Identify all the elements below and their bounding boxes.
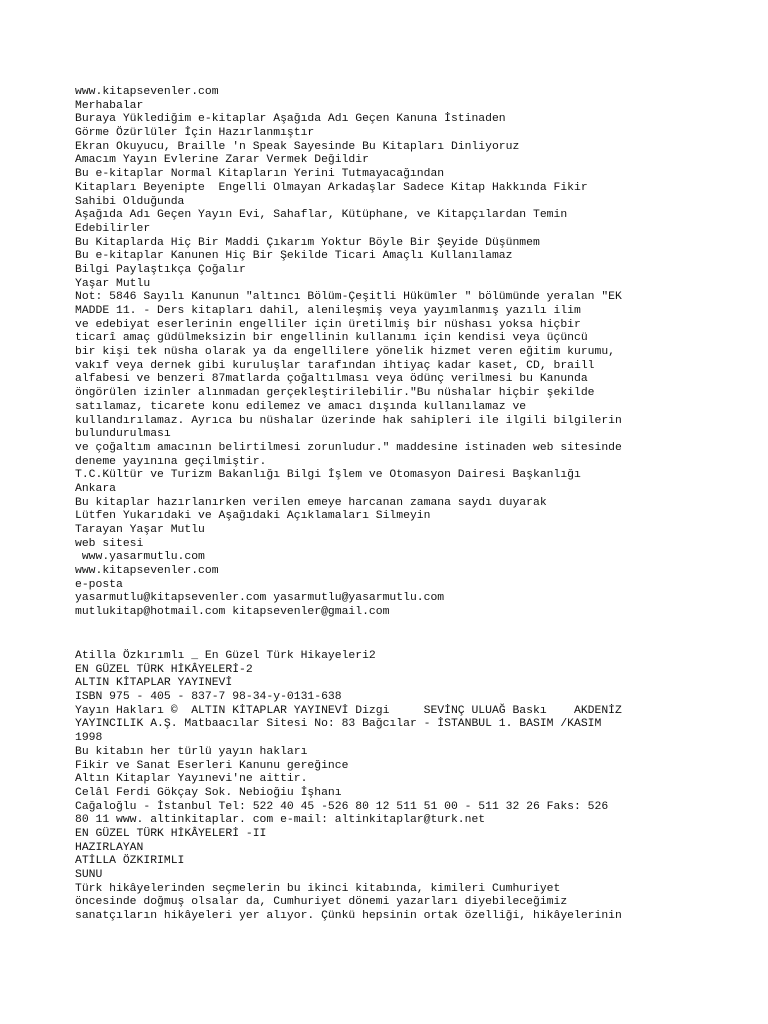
intro-notice-line: vakıf veya dernek gibi kuruluşlar tarafından ihtiyaç kadar kaset, CD, braill: [75, 359, 595, 372]
intro-notice-line: Edebilirler: [75, 222, 151, 235]
intro-notice-line: ve edebiyat eserlerinin engelliler için üretilmiş bir nüshası yoksa hiçbir: [75, 318, 581, 331]
book-front-matter-section: [75, 650, 705, 924]
front-matter-line: sanatçıların hikâyeleri yer alıyor. Çünkü hepsinin ortak özelliği, hikâyelerinin: [75, 910, 622, 923]
front-matter-line: SUNU: [75, 869, 103, 881]
intro-notice-line: ticarî amaç güdülmeksizin bir engellinin kullanımı için kendisi veya üçüncü: [75, 332, 588, 345]
intro-notice-line: Görme Özürlüler İçin Hazırlanmıştır: [75, 127, 315, 140]
front-matter-line: 1998: [75, 732, 103, 745]
intro-notice-line: alfabesi ve benzeri 87matlarda çoğaltılması veya ödünç verilmesi bu Kanunda: [75, 373, 588, 386]
front-matter-line: ALTIN KİTAPLAR YAYINEVİ: [75, 677, 233, 690]
front-matter-line: HAZIRLAYAN: [75, 841, 144, 854]
intro-notice-line: mutlukitap@hotmail.com kitapsevenler@gmail.com: [75, 606, 390, 619]
intro-notice-line: www.yasarmutlu.com: [75, 551, 205, 564]
intro-notice-line: Tarayan Yaşar Mutlu: [75, 524, 205, 536]
front-matter-line: Türk hikâyelerinden seçmelerin bu ikinci kitabında, kimileri Cumhuriyet: [75, 882, 561, 895]
intro-notice-line: bir kişi tek nüsha olarak ya da engellilere yönelik hizmet veren eğitim kurumu,: [75, 346, 616, 359]
intro-notice-line: MADDE 11. - Ders kitapları dahil, alenileşmiş veya yayımlanmış yazılı ilim: [75, 305, 581, 317]
intro-notice-line: deneme yayınına geçilmiştir.: [75, 455, 267, 468]
intro-notice-line: Lütfen Yukarıdaki ve Aşağıdaki Açıklamaları Silmeyin: [75, 510, 431, 523]
intro-notice-line: bulundurulması: [75, 428, 171, 441]
front-matter-line: Yayın Hakları © ALTIN KİTAPLAR YAYINEVİ Dizgi SEVİNÇ ULUAĞ Baskı AKDENİZ: [75, 704, 622, 717]
intro-notice-line: Merhabalar: [75, 99, 144, 112]
intro-notice-line: T.C.Kültür ve Turizm Bakanlığı Bilgi İşlem ve Otomasyon Dairesi Başkanlığı: [75, 469, 581, 482]
intro-notice-line: Kitapları Beyenipte Engelli Olmayan Arkadaşlar Sadece Kitap Hakkında Fikir: [75, 181, 588, 194]
intro-notice-line: Bu e-kitaplar Normal Kitapların Yerini Tutmayacağından: [75, 168, 445, 181]
intro-notice-line: e-posta: [75, 578, 123, 591]
intro-notice-line: satılamaz, ticarete konu edilemez ve amacı dışında kullanılamaz ve: [75, 400, 527, 413]
intro-notice-line: Bilgi Paylaştıkça Çoğalır: [75, 263, 246, 276]
front-matter-line: Altın Kitaplar Yayınevi'ne aittir.: [75, 773, 308, 786]
front-matter-line: Cağaloğlu - İstanbul Tel: 522 40 45 -526 80 12 511 51 00 - 511 32 26 Faks: 526: [75, 800, 609, 813]
intro-notice-section: [75, 86, 705, 620]
front-matter-line: Fikir ve Sanat Eserleri Kanunu gereğince: [75, 759, 349, 772]
intro-notice-line: Yaşar Mutlu: [75, 277, 151, 290]
intro-notice-line: ve çoğaltım amacının belirtilmesi zorunludur." maddesine istinaden web sitesinde: [75, 441, 622, 454]
intro-notice-line: öngörülen izinler alınmadan gerçekleştirilebilir."Bu nüshalar hiçbir şekilde: [75, 387, 595, 400]
intro-notice-line: kullandırılamaz. Ayrıca bu nüshalar üzerinde hak sahipleri ile ilgili bilgilerin: [75, 414, 622, 427]
intro-notice-line: www.kitapsevenler.com: [75, 86, 219, 98]
front-matter-line: Bu kitabın her türlü yayın hakları: [75, 745, 308, 758]
intro-notice-line: Amacım Yayın Evlerine Zarar Vermek Değildir: [75, 154, 369, 167]
front-matter-line: EN GÜZEL TÜRK HİKÂYELERİ-2: [75, 663, 253, 676]
intro-notice-line: Bu Kitaplarda Hiç Bir Maddi Çıkarım Yoktur Böyle Bir Şeyide Düşünmem: [75, 236, 540, 249]
intro-notice-line: Bu e-kitaplar Kanunen Hiç Bir Şekilde Ticari Amaçlı Kullanılamaz: [75, 250, 513, 263]
intro-notice-line: yasarmutlu@kitapsevenler.com yasarmutlu@yasarmutlu.com: [75, 592, 445, 605]
front-matter-line: Celâl Ferdi Gökçay Sok. Nebioğiu İşhanı: [75, 786, 342, 799]
intro-notice-line: Bu kitaplar hazırlanırken verilen emeye harcanan zamana saydı duyarak: [75, 496, 547, 509]
intro-notice-line: Sahibi Olduğunda: [75, 195, 185, 208]
front-matter-line: Atilla Özkırımlı _ En Güzel Türk Hikayeleri2: [75, 650, 376, 662]
front-matter-line: EN GÜZEL TÜRK HİKÂYELERİ -II: [75, 827, 267, 840]
intro-notice-line: Not: 5846 Sayılı Kanunun "altıncı Bölüm-Çeşitli Hükümler " bölümünde yeralan "EK: [75, 291, 622, 304]
intro-notice-line: Buraya Yüklediğim e-kitaplar Aşağıda Adı Geçen Kanuna İstinaden: [75, 113, 506, 126]
intro-notice-line: Ekran Okuyucu, Braille 'n Speak Sayesinde Bu Kitapları Dinliyoruz: [75, 140, 520, 153]
front-matter-line: YAYINCILIK A.Ş. Matbaacılar Sitesi No: 83 Bağcılar - İSTANBUL 1. BASIM /KASIM: [75, 718, 602, 731]
intro-notice-line: Aşağıda Adı Geçen Yayın Evi, Sahaflar, Kütüphane, ve Kitapçılardan Temin: [75, 209, 568, 222]
front-matter-line: ATİLLA ÖZKIRIMLI: [75, 855, 185, 868]
intro-notice-line: web sitesi: [75, 537, 144, 550]
front-matter-line: öncesinde doğmuş olsalar da, Cumhuriyet dönemi yazarları diyebileceğimiz: [75, 896, 568, 909]
intro-notice-line: www.kitapsevenler.com: [75, 565, 219, 578]
intro-notice-line: Ankara: [75, 482, 117, 495]
front-matter-line: ISBN 975 - 405 - 837-7 98-34-y-0131-638: [75, 691, 342, 704]
front-matter-line: 80 11 www. altinkitaplar. com e-mail: altinkitaplar@turk.net: [75, 814, 486, 827]
